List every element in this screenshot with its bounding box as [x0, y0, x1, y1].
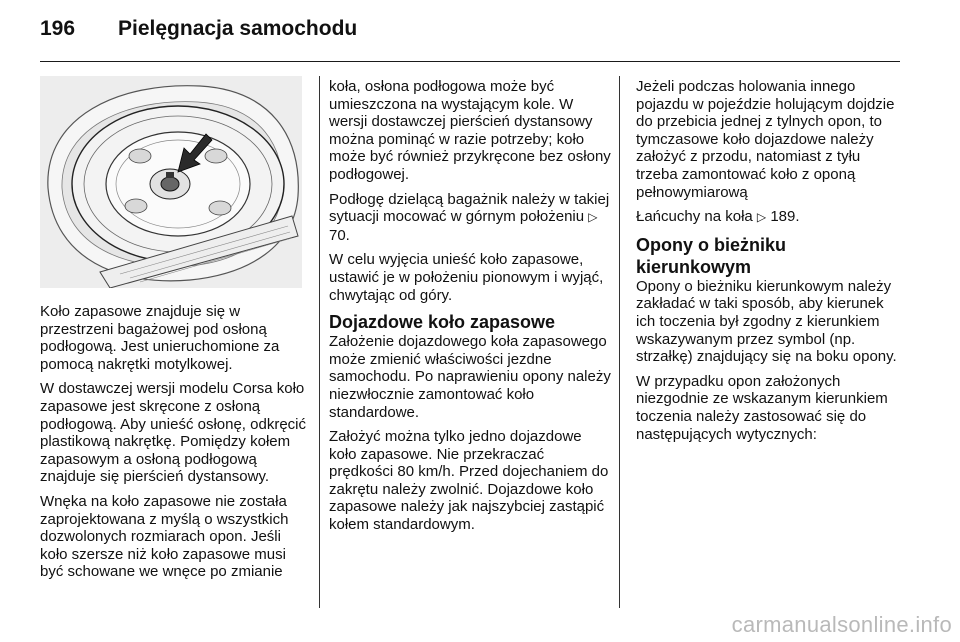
- paragraph: W celu wyjęcia unieść koło zapasowe, ustawić je w położeniu pionowym i wyjąć, chwytając od góry.: [329, 251, 604, 304]
- paragraph: Wnęka na koło zapasowe nie została zaprojektowana z myślą o wszystkich dozwolonych rozmiarach opon. Jeśli koło szersze niż koło zapasowe musi być schowane we wnęce po zmianie: [40, 492, 289, 581]
- page-reference[interactable]: 189.: [770, 208, 800, 226]
- section-heading: Opony o bieżniku kierunkowym: [636, 234, 787, 277]
- spare-wheel-illustration: [40, 76, 302, 288]
- paragraph-with-reference: [636, 208, 906, 227]
- text-column-3: [636, 78, 906, 450]
- paragraph-text: Łańcuchy na koła: [636, 208, 753, 226]
- paragraph-with-reference: [329, 191, 611, 245]
- watermark: carmanualsonline.info: [731, 612, 952, 637]
- paragraph: Założenie dojazdowego koła zapasowego może zmienić właściwości jezdne samochodu. Po naprawieniu opony należy niezwłocznie zamontować koło standardowe.: [329, 333, 611, 421]
- header-rule: [40, 61, 900, 62]
- paragraph: Jeżeli podczas holowania innego pojazdu w pojeździe holującym dojdzie do przebicia jednej z tylnych opon, to tymczasowe koło dojazdowe należy założyć z przodu, natomiast z tyłu trzeba zamontować koło z oponą pełnowymiarową: [636, 78, 895, 201]
- text-column-1: [40, 303, 312, 588]
- page-reference[interactable]: 70.: [329, 226, 350, 244]
- spare-wheel-figure: [40, 76, 302, 288]
- page-reference-icon: ▷: [756, 210, 767, 225]
- text-column-2: [329, 78, 611, 541]
- paragraph: W dostawczej wersji modelu Corsa koło zapasowe jest skręcone z osłoną podłogową. Aby unieść osłonę, odkręcić plastikową nakrętkę. Pomiędzy kołem zapasowym a osłoną podłogową znajduje się pierścień dystansowy.: [40, 380, 307, 486]
- column-divider: [619, 76, 620, 608]
- column-divider: [319, 76, 320, 608]
- paragraph: Koło zapasowe znajduje się w przestrzeni bagażowej pod osłoną podłogową. Jest unieruchomione za pomocą nakrętki motylkowej.: [40, 303, 280, 373]
- page-number: 196: [40, 17, 76, 40]
- section-heading: Dojazdowe koło zapasowe: [329, 312, 556, 333]
- paragraph: Założyć można tylko jedno dojazdowe koło zapasowe. Nie przekraczać prędkości 80 km/h. Przed dojechaniem do zakrętu należy zwolnić. Dojazdowe koło zapasowe należy jak najszybciej zastąpić kołem standardowym.: [329, 428, 609, 534]
- paragraph: koła, osłona podłogowa może być umieszczona na wystającym kole. W wersji dostawczej pierścień dystansowy można pominąć w razie potrzeby; koło może być również przykręcone bez osłony podłogowej.: [329, 78, 611, 183]
- paragraph: W przypadku opon założonych niezgodnie ze wskazanym kierunkiem toczenia należy zastosować się do następujących wytycznych:: [636, 372, 888, 443]
- page-title: Pielęgnacja samochodu: [118, 17, 358, 40]
- page-reference-icon: ▷: [588, 210, 598, 225]
- paragraph: Opony o bieżniku kierunkowym należy zakładać w taki sposób, aby kierunek ich toczenia był zgodny z kierunkiem wskazywanym przez symbol (np. strzałkę) znajdujący się na boku opony.: [636, 277, 897, 366]
- paragraph-text: Podłogę dzielącą bagażnik należy w takiej sytuacji mocować w górnym położeniu: [329, 190, 610, 226]
